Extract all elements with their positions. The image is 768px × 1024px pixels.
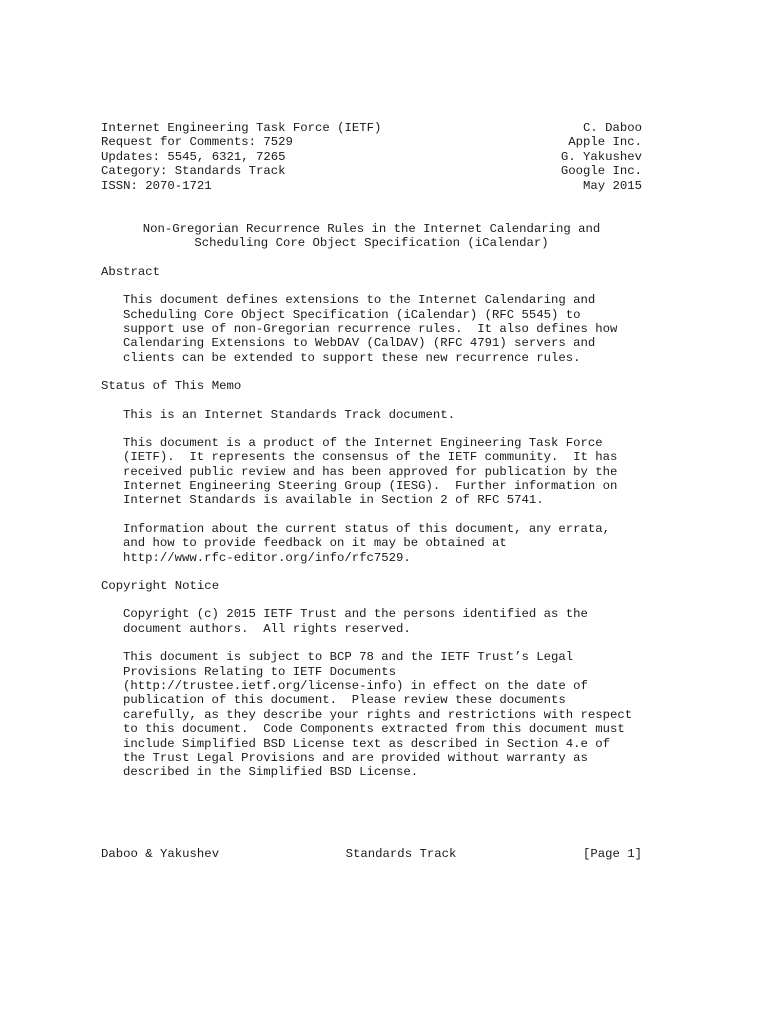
text-line: carefully, as they describe your rights and restrictions with respect	[123, 707, 633, 722]
text-line: This document defines extensions to the Internet Calendaring and	[123, 293, 596, 308]
header-right: C. Daboo	[582, 121, 642, 135]
text-line: This document is a product of the Internet Engineering Task Force	[123, 435, 603, 450]
text-line: Scheduling Core Object Specification (iCalendar) (RFC 5545) to	[123, 307, 581, 322]
text-line: (IETF). It represents the consensus of the IETF community. It has	[123, 450, 618, 465]
header-left: Request for Comments: 7529	[101, 135, 293, 150]
text-line: http://www.rfc-editor.org/info/rfc7529.	[123, 550, 411, 565]
document-title	[101, 222, 642, 251]
header-row	[101, 179, 642, 193]
header-row	[101, 164, 642, 178]
text-line: Information about the current status of this document, any errata,	[123, 521, 611, 536]
text-line: This is an Internet Standards Track document.	[123, 407, 456, 422]
text-line: and how to provide feedback on it may be obtained at	[123, 536, 507, 551]
header-right: May 2015	[582, 178, 642, 193]
status-paragraph	[123, 408, 642, 422]
text-line: received public review and has been approved for publication by the	[123, 464, 618, 479]
title-line: Non-Gregorian Recurrence Rules in the Internet Calendaring and	[142, 221, 601, 236]
header-left: Internet Engineering Task Force (IETF)	[101, 121, 382, 135]
text-line: support use of non-Gregorian recurrence rules. It also defines how	[123, 321, 618, 336]
text-line: clients can be extended to support these new recurrence rules.	[123, 350, 581, 365]
header-row	[101, 150, 642, 164]
text-line: publication of this document. Please review these documents	[123, 693, 566, 708]
header-row	[101, 135, 642, 149]
header-right: Apple Inc.	[568, 135, 642, 150]
text-line: include Simplified BSD License text as described in Section 4.e of	[123, 736, 611, 751]
text-line: document authors. All rights reserved.	[123, 621, 411, 636]
text-line: Calendaring Extensions to WebDAV (CalDAV) (RFC 4791) servers and	[123, 336, 596, 351]
footer-category: Standards Track	[345, 847, 457, 861]
footer-authors: Daboo & Yakushev	[101, 847, 220, 861]
header-right: G. Yakushev	[560, 149, 642, 164]
text-line: (http://trustee.ietf.org/license-info) in effect on the date of	[123, 678, 588, 693]
header-row	[101, 121, 642, 135]
document-header	[101, 121, 642, 193]
text-line: the Trust Legal Provisions and are provided without warranty as	[123, 750, 588, 765]
abstract-heading: Abstract	[101, 264, 161, 279]
page-footer	[101, 847, 642, 861]
copyright-paragraph	[123, 607, 642, 636]
header-right: Google Inc.	[560, 164, 642, 179]
text-line: Internet Engineering Steering Group (IESG). Further information on	[123, 479, 618, 494]
title-line: Scheduling Core Object Specification (iCalendar)	[194, 236, 549, 251]
status-heading: Status of This Memo	[101, 379, 242, 394]
text-line: Copyright (c) 2015 IETF Trust and the persons identified as the	[123, 607, 588, 622]
footer-page-number: [Page 1]	[582, 847, 642, 861]
text-line: This document is subject to BCP 78 and the IETF Trust’s Legal	[123, 650, 574, 665]
header-left: Updates: 5545, 6321, 7265	[101, 149, 286, 164]
header-left: Category: Standards Track	[101, 164, 286, 179]
status-paragraph	[123, 522, 642, 565]
status-paragraph	[123, 436, 642, 508]
abstract-paragraph	[123, 293, 642, 365]
rfc-page	[101, 121, 642, 780]
copyright-heading: Copyright Notice	[101, 579, 220, 594]
text-line: to this document. Code Components extracted from this document must	[123, 722, 625, 737]
text-line: Internet Standards is available in Section 2 of RFC 5741.	[123, 493, 544, 508]
header-left: ISSN: 2070-1721	[101, 178, 212, 193]
copyright-paragraph	[123, 650, 642, 780]
text-line: Provisions Relating to IETF Documents	[123, 664, 397, 679]
text-line: described in the Simplified BSD License.	[123, 765, 419, 780]
